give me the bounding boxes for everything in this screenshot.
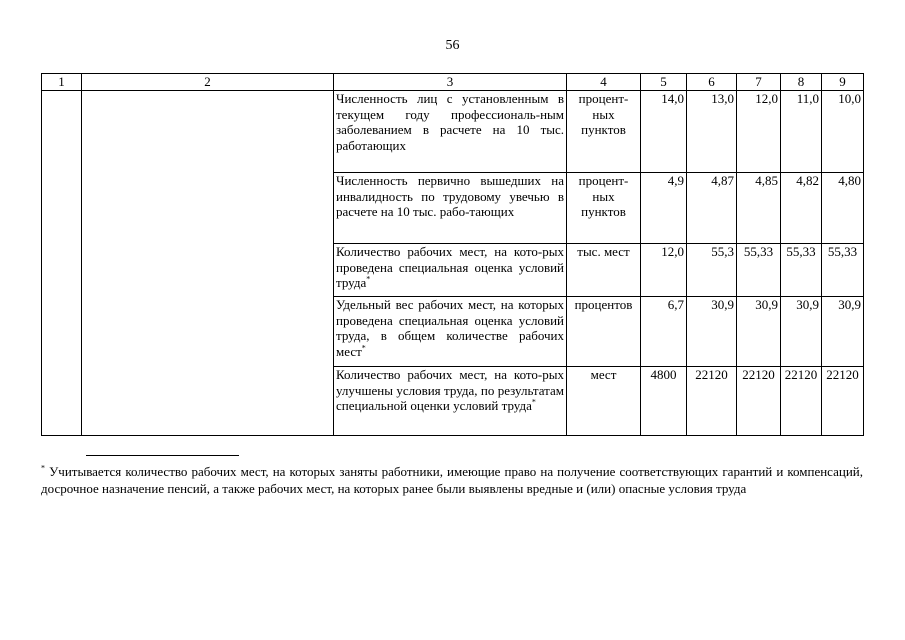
indicator-cell <box>334 244 567 297</box>
value-cell: 30,9 <box>822 297 864 367</box>
footnote <box>41 463 863 497</box>
table-header-row <box>42 74 864 91</box>
value-cell: 22120 <box>781 367 822 436</box>
column-header: 8 <box>781 74 822 91</box>
column-header: 7 <box>737 74 781 91</box>
column-header: 9 <box>822 74 864 91</box>
value-cell: 22120 <box>737 367 781 436</box>
value-cell: 55,33 <box>781 244 822 297</box>
unit-cell: мест <box>567 367 641 436</box>
value-cell: 55,33 <box>737 244 781 297</box>
unit-cell: тыс. мест <box>567 244 641 297</box>
unit-cell: процент-ных пунктов <box>567 173 641 244</box>
value-cell: 14,0 <box>641 91 687 173</box>
unit-cell: процентов <box>567 297 641 367</box>
value-cell: 4800 <box>641 367 687 436</box>
value-cell: 55,33 <box>822 244 864 297</box>
column-header: 2 <box>82 74 334 91</box>
value-cell: 13,0 <box>687 91 737 173</box>
indicator-text: Количество рабочих мест, на кото-рых проведена специальная оценка условий труда <box>336 244 564 290</box>
indicator-text: Удельный вес рабочих мест, на которых проведена специальная оценка условий труда, в общем количестве рабочих мест <box>336 297 564 359</box>
indicator-cell <box>334 173 567 244</box>
table-row <box>42 91 864 173</box>
value-cell: 6,7 <box>641 297 687 367</box>
value-cell: 12,0 <box>641 244 687 297</box>
column-header: 4 <box>567 74 641 91</box>
value-cell: 10,0 <box>822 91 864 173</box>
footnote-marker: * <box>366 274 371 284</box>
column-header: 1 <box>42 74 82 91</box>
value-cell: 55,3 <box>687 244 737 297</box>
cell-col1-empty <box>42 91 82 436</box>
column-header: 3 <box>334 74 567 91</box>
value-cell: 22120 <box>687 367 737 436</box>
cell-col2-empty <box>82 91 334 436</box>
value-cell: 4,85 <box>737 173 781 244</box>
footnote-text: Учитывается количество рабочих мест, на которых заняты работники, имеющие право на получение соответствующих гарантий и компенсаций, досрочное назначение пенсий, а также рабочих мест, на которых ранее были выявлены вредные и (или) опасные условия труда <box>41 464 864 496</box>
value-cell: 30,9 <box>781 297 822 367</box>
value-cell: 22120 <box>822 367 864 436</box>
unit-cell: процент-ных пунктов <box>567 91 641 173</box>
indicators-table <box>41 73 864 436</box>
footnote-marker: * <box>361 343 366 353</box>
footnote-separator <box>86 455 239 456</box>
indicator-cell <box>334 367 567 436</box>
column-header: 6 <box>687 74 737 91</box>
value-cell: 30,9 <box>687 297 737 367</box>
value-cell: 4,87 <box>687 173 737 244</box>
value-cell: 30,9 <box>737 297 781 367</box>
indicator-text: Численность лиц с установленным в текущем году профессиональ-ным заболеванием в расчете на 10 тыс. работающих <box>336 91 564 153</box>
value-cell: 12,0 <box>737 91 781 173</box>
page-number: 56 <box>445 38 460 53</box>
indicator-cell <box>334 297 567 367</box>
value-cell: 4,82 <box>781 173 822 244</box>
indicator-cell <box>334 91 567 173</box>
value-cell: 4,9 <box>641 173 687 244</box>
indicator-text: Количество рабочих мест, на кото-рых улучшены условия труда, по результатам специальной оценки условий труда <box>336 367 564 413</box>
footnote-marker: * <box>531 397 536 407</box>
footnote-marker: * <box>41 463 45 473</box>
value-cell: 11,0 <box>781 91 822 173</box>
column-header: 5 <box>641 74 687 91</box>
indicator-text: Численность первично вышедших на инвалидность по трудовому увечью в расчете на 10 тыс. рабо-тающих <box>336 173 564 219</box>
value-cell: 4,80 <box>822 173 864 244</box>
